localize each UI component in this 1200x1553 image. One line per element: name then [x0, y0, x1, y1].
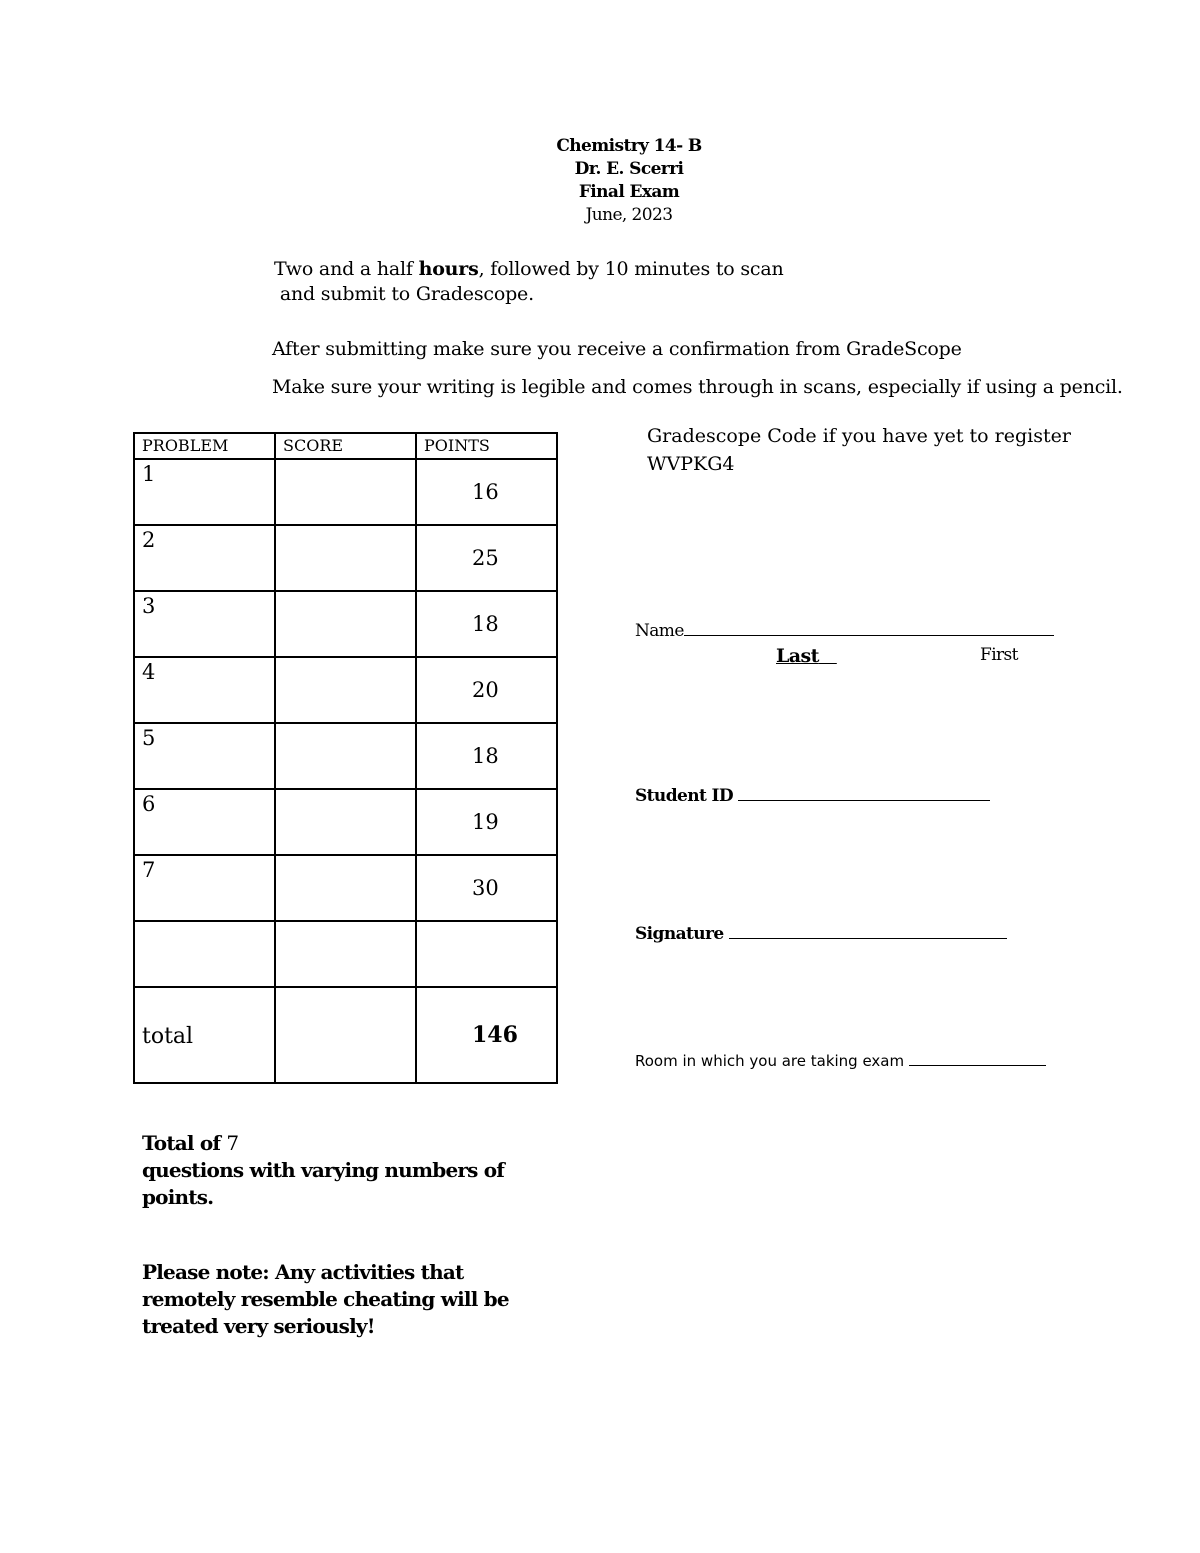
points-cell: 18: [416, 591, 557, 657]
first-name-label: First: [980, 645, 1018, 665]
name-field: [635, 619, 1054, 641]
instruction-duration-post: , followed by 10 minutes to scan: [478, 258, 784, 280]
total-label: total: [134, 987, 275, 1083]
score-cell: [275, 921, 416, 987]
room-line: [909, 1051, 1046, 1066]
instruction-confirmation: After submitting make sure you receive a confirmation from GradeScope: [272, 338, 962, 360]
exam-date: June, 2023: [585, 205, 673, 225]
score-table-header: [134, 433, 557, 459]
room-label: Room in which you are taking exam: [635, 1052, 905, 1070]
points-cell: 30: [416, 855, 557, 921]
header-score: SCORE: [275, 433, 416, 459]
instruction-duration: [274, 258, 784, 280]
signature-label: Signature: [635, 924, 724, 944]
problem-number: 6: [134, 789, 275, 855]
signature-field: [635, 922, 1007, 944]
total-points: 146: [416, 987, 557, 1083]
gradescope-label: Gradescope Code if you have yet to register: [647, 425, 1071, 447]
points-cell: 20: [416, 657, 557, 723]
problem-number: 5: [134, 723, 275, 789]
table-row: [134, 525, 557, 591]
course-title: Chemistry 14- B: [556, 136, 702, 156]
score-cell: [275, 459, 416, 525]
instruction-duration-pre: Two and a half: [274, 258, 419, 280]
table-row: [134, 591, 557, 657]
score-cell: [275, 591, 416, 657]
gradescope-code: WVPKG4: [647, 453, 735, 475]
header-points: POINTS: [416, 433, 557, 459]
table-row: [134, 657, 557, 723]
exam-title: Final Exam: [578, 182, 680, 202]
total-questions-note: [142, 1130, 522, 1211]
room-field: [635, 1051, 1046, 1070]
total-score-cell: [275, 987, 416, 1083]
score-cell: [275, 657, 416, 723]
instruction-legibility: Make sure your writing is legible and comes through in scans, especially if using a pencil.: [272, 376, 1123, 398]
instructor-name: Dr. E. Scerri: [574, 159, 684, 179]
points-cell: [416, 921, 557, 987]
header-problem: PROBLEM: [134, 433, 275, 459]
points-cell: 19: [416, 789, 557, 855]
cheating-warning: Please note: Any activities that remotely resemble cheating will be treated very seriously!: [142, 1260, 509, 1338]
problem-number: 4: [134, 657, 275, 723]
student-id-field: [635, 784, 990, 806]
score-cell: [275, 855, 416, 921]
problem-number: 3: [134, 591, 275, 657]
points-cell: 25: [416, 525, 557, 591]
points-cell: 18: [416, 723, 557, 789]
total-row: [134, 987, 557, 1083]
student-id-line: [738, 784, 990, 801]
name-line: [684, 619, 1054, 636]
table-row: [134, 789, 557, 855]
score-cell: [275, 789, 416, 855]
table-row: [134, 921, 557, 987]
problem-number: 1: [134, 459, 275, 525]
student-id-label: Student ID: [635, 786, 734, 806]
table-row: [134, 459, 557, 525]
instruction-duration-bold: hours: [418, 258, 479, 280]
questions-text: questions with varying numbers of points.: [142, 1158, 505, 1209]
problem-number: [134, 921, 275, 987]
last-name-label: [776, 645, 837, 667]
score-table: [133, 432, 558, 1084]
name-label: Name: [635, 621, 684, 641]
instruction-submit: and submit to Gradescope.: [274, 283, 534, 305]
total-count: 7: [226, 1131, 239, 1155]
problem-number: 7: [134, 855, 275, 921]
problem-number: 2: [134, 525, 275, 591]
score-cell: [275, 723, 416, 789]
signature-line: [729, 922, 1007, 939]
score-cell: [275, 525, 416, 591]
points-cell: 16: [416, 459, 557, 525]
total-of-text: Total of: [142, 1131, 227, 1155]
table-row: [134, 723, 557, 789]
last-name-text: Last: [776, 645, 819, 667]
table-row: [134, 855, 557, 921]
